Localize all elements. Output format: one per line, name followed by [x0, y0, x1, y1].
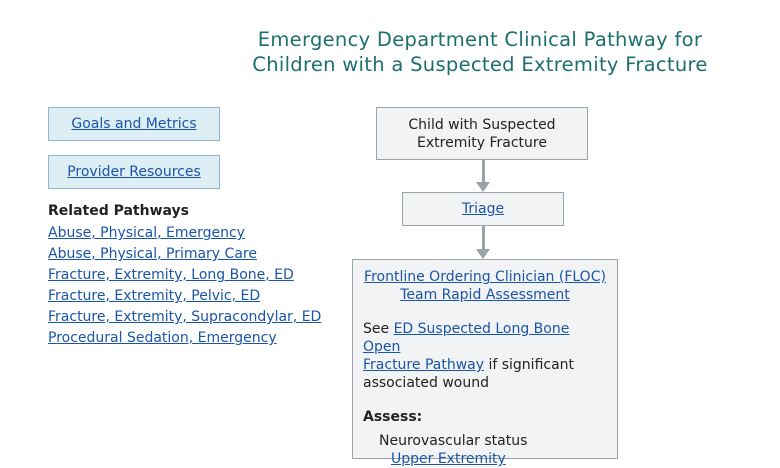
see-line3: associated wound [363, 375, 489, 391]
flow-node-start [376, 107, 588, 160]
related-link-procedural-sedation[interactable]: Procedural Sedation, Emergency [48, 330, 277, 346]
upper-extremity-link[interactable]: Upper Extremity [391, 451, 506, 467]
list-item [48, 328, 321, 349]
assess-label: Assess: [363, 409, 423, 425]
see-instruction [363, 320, 607, 392]
page-title [230, 27, 730, 77]
page-title-line1: Emergency Department Clinical Pathway for [257, 28, 703, 51]
open-fracture-pathway-link-line1[interactable]: ED Suspected Long Bone Open [363, 321, 570, 355]
related-pathways-list [48, 223, 321, 349]
related-link-abuse-emergency[interactable]: Abuse, Physical, Emergency [48, 225, 245, 241]
floc-heading[interactable] [363, 268, 607, 304]
flow-node-floc-assessment [352, 259, 618, 467]
list-item [48, 265, 321, 286]
provider-resources-button[interactable] [48, 155, 220, 189]
assess-item-neurovascular: Neurovascular status [379, 433, 528, 449]
list-item [48, 307, 321, 328]
open-fracture-pathway-link-line2[interactable]: Fracture Pathway [363, 357, 485, 373]
assess-sub-item [363, 450, 607, 468]
related-link-abuse-primary-care[interactable]: Abuse, Physical, Primary Care [48, 246, 257, 262]
start-line1: Child with Suspected [408, 116, 556, 133]
related-link-pelvic[interactable]: Fracture, Extremity, Pelvic, ED [48, 288, 261, 304]
flow-node-triage[interactable] [402, 192, 564, 226]
list-item [48, 286, 321, 307]
triage-link[interactable]: Triage [461, 201, 505, 217]
floc-link-line1[interactable]: Frontline Ordering Clinician (FLOC) [364, 269, 606, 285]
list-item [48, 244, 321, 265]
list-item [48, 223, 321, 244]
flow-arrow-2 [479, 226, 488, 259]
related-link-supracondylar[interactable]: Fracture, Extremity, Supracondylar, ED [48, 309, 322, 325]
related-pathways-heading: Related Pathways [48, 203, 190, 219]
flow-arrow-1 [479, 160, 488, 192]
goals-and-metrics-button[interactable] [48, 107, 220, 141]
provider-resources-link[interactable]: Provider Resources [67, 164, 201, 180]
goals-and-metrics-link[interactable]: Goals and Metrics [71, 116, 197, 132]
floc-link-line2[interactable]: Team Rapid Assessment [400, 287, 570, 303]
start-line2: Extremity Fracture [417, 134, 547, 151]
see-prefix: See [363, 321, 394, 337]
page-title-line2: Children with a Suspected Extremity Fracture [252, 53, 708, 76]
see-suffix: if significant [484, 357, 575, 373]
related-link-long-bone[interactable]: Fracture, Extremity, Long Bone, ED [48, 267, 294, 283]
